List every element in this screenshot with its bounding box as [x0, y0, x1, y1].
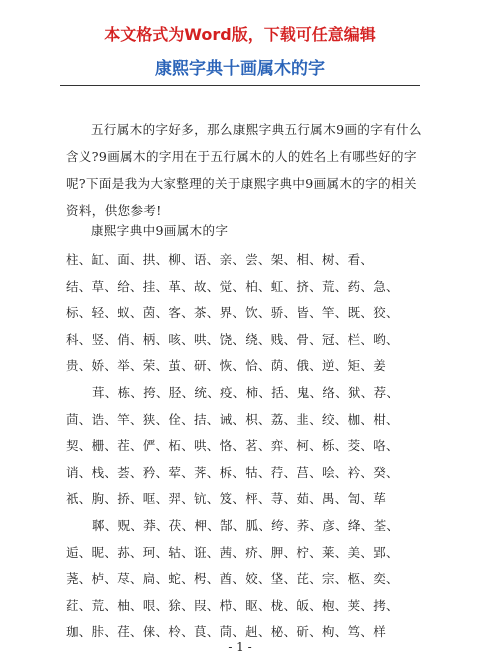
character-row: 契、栅、茬、俨、柘、哄、恪、茗、弈、柯、栎、茭、咯、: [66, 438, 399, 454]
character-row: 逅、昵、荪、珂、轱、诳、茜、疥、胛、柠、莱、美、郢、: [66, 544, 399, 560]
character-row: 标、轻、蚁、茵、客、茶、界、饮、骄、皆、竿、既、狡、: [66, 305, 399, 321]
character-row: 柱、缸、面、拱、柳、语、亲、尝、架、相、树、看、: [66, 252, 374, 267]
intro-paragraph: 五行属木的字好多，那么康熙字典五行属木9画的字有什么含义?9画属木的字用在于五行属木的人的姓名上有哪些好的字呢?下面是我为大家整理的关于康熙字典中9画属木的字的相关资料，供您参考!: [66, 122, 422, 218]
character-row: 祇、朐、挢、哐、羿、钪、笈、枰、荨、茹、禺、訇、荜: [66, 491, 387, 507]
character-list: [66, 247, 426, 646]
character-row: 荛、栌、荩、扃、蛇、枵、酋、姣、垡、芘、宗、柩、奕、: [66, 571, 399, 587]
document-title: 康熙字典十画属木的字: [155, 59, 325, 79]
section-subheading: 康熙字典中9画属木的字: [91, 223, 229, 238]
character-row: 珈、胩、荏、俫、柃、茛、茼、赳、柲、斫、枸、笃、样: [66, 624, 387, 640]
character-row: 贵、娇、举、荣、茧、研、恢、恰、荫、俄、逆、矩、姜: [66, 358, 387, 374]
character-row: 茸、栋、挎、胫、统、疫、柿、括、鬼、络、狱、荐、: [92, 384, 400, 400]
character-row: 科、竖、俏、柄、咳、哄、饶、绕、贱、骨、冠、栏、哟、: [66, 331, 399, 347]
character-row: 诮、栈、荟、矜、荤、荠、柝、牯、荇、莒、哙、衿、癸、: [66, 464, 399, 480]
page-number: - 1 -: [228, 640, 252, 654]
title-divider: [60, 85, 420, 86]
character-row: 茴、诰、竿、狭、佺、拮、诫、枳、荔、韭、绞、枷、柑、: [66, 411, 399, 427]
character-row: 郰、贶、莽、茯、柙、郜、胍、绔、荞、彦、绛、荃、: [92, 517, 400, 533]
character-row: 结、草、给、挂、革、故、觉、柏、虹、挤、荒、药、急、: [66, 278, 399, 294]
character-row: 荭、荒、柚、哏、狳、叚、栉、眍、栊、皈、枹、荚、拷、: [66, 597, 399, 613]
document-banner: 本文格式为Word版，下载可任意编辑: [104, 25, 376, 44]
